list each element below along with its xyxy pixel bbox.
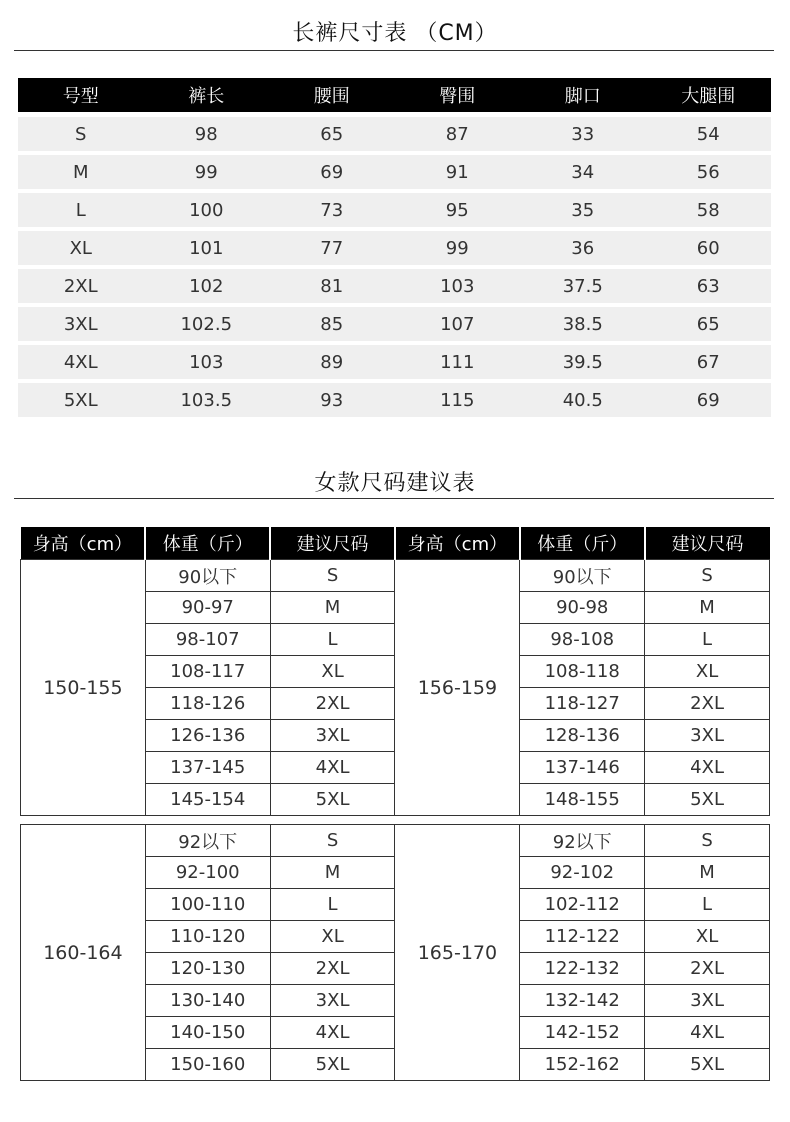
header-height: 身高（cm） [395, 527, 520, 560]
height-range-left: 160-164 [21, 825, 146, 1081]
cell-thigh: 63 [696, 275, 720, 297]
weight-cell: 120-130 [145, 953, 270, 985]
table-row [18, 155, 771, 189]
size-cell: 4XL [270, 752, 395, 784]
cell-hem: 34 [571, 161, 595, 183]
cell-waist: 81 [320, 275, 344, 297]
cell-hip: 103 [440, 275, 475, 297]
weight-cell: 100-110 [145, 889, 270, 921]
title-divider [14, 50, 774, 51]
table-row [18, 231, 771, 265]
size-cell: 3XL [645, 720, 770, 752]
cell-size: M [72, 161, 89, 183]
size-cell: 2XL [645, 953, 770, 985]
cell-size: 5XL [63, 389, 98, 411]
table-row [18, 117, 771, 151]
size-cell: S [645, 560, 770, 592]
size-cell: S [270, 825, 395, 857]
header-suggested-size: 建议尺码 [270, 527, 395, 560]
size-cell: XL [270, 656, 395, 688]
pants-table-header [18, 78, 771, 112]
header-weight: 体重（斤） [520, 527, 645, 560]
header-thigh: 大腿围 [681, 86, 736, 107]
cell-size: 2XL [63, 275, 98, 297]
weight-cell: 92-102 [520, 857, 645, 889]
header-suggested-size: 建议尺码 [645, 527, 770, 560]
cell-hem: 39.5 [562, 351, 603, 373]
cell-length: 103.5 [180, 389, 233, 411]
weight-cell: 128-136 [520, 720, 645, 752]
size-cell: L [270, 624, 395, 656]
cell-hip: 87 [445, 123, 469, 145]
weight-cell: 150-160 [145, 1049, 270, 1081]
weight-cell: 137-145 [145, 752, 270, 784]
cell-length: 103 [189, 351, 224, 373]
title-divider [14, 498, 774, 499]
height-range-left: 150-155 [21, 560, 146, 816]
cell-size: L [75, 199, 86, 221]
cell-hip: 115 [440, 389, 475, 411]
cell-length: 102 [189, 275, 224, 297]
size-cell: 4XL [270, 1017, 395, 1049]
cell-hip: 95 [445, 199, 469, 221]
cell-thigh: 58 [696, 199, 720, 221]
table-row [18, 345, 771, 379]
header-hem: 脚口 [564, 86, 601, 107]
pants-size-title: 长裤尺寸表 （CM） [292, 21, 498, 46]
cell-length: 99 [194, 161, 218, 183]
size-cell: 4XL [645, 1017, 770, 1049]
header-waist: 腰围 [313, 86, 350, 107]
size-cell: 2XL [645, 688, 770, 720]
weight-cell: 126-136 [145, 720, 270, 752]
size-cell: 5XL [645, 1049, 770, 1081]
cell-length: 101 [189, 237, 224, 259]
recommend-table-2 [20, 824, 770, 1081]
recommend-header-row [21, 527, 770, 560]
table-row [21, 825, 770, 857]
weight-cell: 112-122 [520, 921, 645, 953]
weight-cell: 98-108 [520, 624, 645, 656]
size-cell: 2XL [270, 953, 395, 985]
cell-thigh: 69 [696, 389, 720, 411]
cell-hip: 91 [445, 161, 469, 183]
cell-size: S [75, 123, 87, 145]
size-cell: 5XL [270, 784, 395, 816]
recommend-table-1 [20, 527, 770, 816]
cell-waist: 93 [320, 389, 344, 411]
table-row [18, 193, 771, 227]
size-cell: L [645, 624, 770, 656]
cell-hem: 33 [571, 123, 595, 145]
cell-thigh: 54 [696, 123, 720, 145]
weight-cell: 90以下 [520, 560, 645, 592]
cell-hem: 35 [571, 199, 595, 221]
size-cell: 5XL [270, 1049, 395, 1081]
cell-waist: 73 [320, 199, 344, 221]
weight-cell: 92以下 [520, 825, 645, 857]
weight-cell: 90-97 [145, 592, 270, 624]
cell-waist: 65 [320, 123, 344, 145]
size-cell: 4XL [645, 752, 770, 784]
weight-cell: 152-162 [520, 1049, 645, 1081]
weight-cell: 130-140 [145, 985, 270, 1017]
cell-hem: 38.5 [562, 313, 603, 335]
cell-hem: 36 [571, 237, 595, 259]
cell-waist: 89 [320, 351, 344, 373]
header-size: 号型 [62, 86, 99, 107]
weight-cell: 132-142 [520, 985, 645, 1017]
height-range-right: 156-159 [395, 560, 520, 816]
cell-waist: 85 [320, 313, 344, 335]
size-cell: M [645, 857, 770, 889]
cell-hem: 40.5 [562, 389, 603, 411]
height-range-right: 165-170 [395, 825, 520, 1081]
size-cell: M [270, 857, 395, 889]
weight-cell: 140-150 [145, 1017, 270, 1049]
cell-hem: 37.5 [562, 275, 603, 297]
table-row [18, 307, 771, 341]
cell-thigh: 67 [696, 351, 720, 373]
cell-size: XL [69, 237, 92, 259]
weight-cell: 108-117 [145, 656, 270, 688]
cell-waist: 69 [320, 161, 344, 183]
weight-cell: 118-127 [520, 688, 645, 720]
cell-thigh: 56 [696, 161, 720, 183]
weight-cell: 90以下 [145, 560, 270, 592]
size-cell: M [270, 592, 395, 624]
size-cell: 3XL [270, 985, 395, 1017]
cell-length: 98 [194, 123, 218, 145]
cell-length: 102.5 [180, 313, 233, 335]
weight-cell: 92以下 [145, 825, 270, 857]
cell-size: 4XL [63, 351, 98, 373]
table-row [18, 383, 771, 417]
size-cell: L [645, 889, 770, 921]
weight-cell: 145-154 [145, 784, 270, 816]
weight-cell: 118-126 [145, 688, 270, 720]
size-cell: S [270, 560, 395, 592]
size-cell: XL [645, 921, 770, 953]
weight-cell: 98-107 [145, 624, 270, 656]
header-weight: 体重（斤） [145, 527, 270, 560]
cell-length: 100 [189, 199, 224, 221]
size-cell: XL [645, 656, 770, 688]
size-cell: 5XL [645, 784, 770, 816]
cell-size: 3XL [63, 313, 98, 335]
size-cell: S [645, 825, 770, 857]
size-cell: 3XL [645, 985, 770, 1017]
pants-size-table [18, 78, 771, 421]
table-row [18, 269, 771, 303]
cell-thigh: 60 [696, 237, 720, 259]
header-hip: 臀围 [439, 86, 476, 107]
size-cell: M [645, 592, 770, 624]
weight-cell: 137-146 [520, 752, 645, 784]
weight-cell: 122-132 [520, 953, 645, 985]
weight-cell: 90-98 [520, 592, 645, 624]
size-cell: 2XL [270, 688, 395, 720]
cell-hip: 99 [445, 237, 469, 259]
table-row [21, 560, 770, 592]
cell-thigh: 65 [696, 313, 720, 335]
cell-hip: 111 [440, 351, 475, 373]
header-height: 身高（cm） [21, 527, 146, 560]
weight-cell: 102-112 [520, 889, 645, 921]
weight-cell: 142-152 [520, 1017, 645, 1049]
size-cell: XL [270, 921, 395, 953]
weight-cell: 148-155 [520, 784, 645, 816]
size-cell: L [270, 889, 395, 921]
recommend-title: 女款尺码建议表 [314, 471, 476, 496]
header-length: 裤长 [188, 86, 225, 107]
weight-cell: 108-118 [520, 656, 645, 688]
weight-cell: 92-100 [145, 857, 270, 889]
cell-waist: 77 [320, 237, 344, 259]
weight-cell: 110-120 [145, 921, 270, 953]
cell-hip: 107 [440, 313, 475, 335]
size-cell: 3XL [270, 720, 395, 752]
